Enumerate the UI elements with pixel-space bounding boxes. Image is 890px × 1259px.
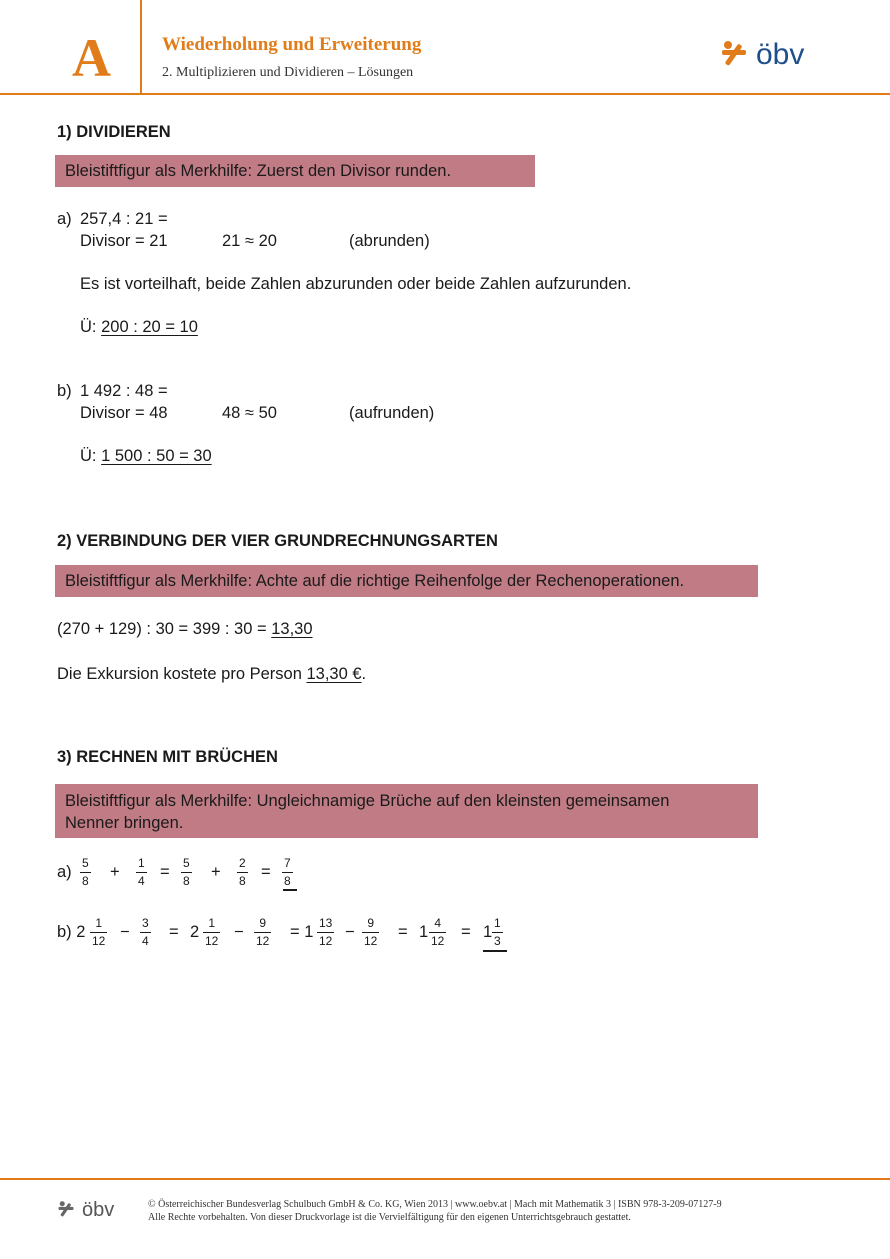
equals-operator: =: [398, 923, 408, 941]
numerator: 4: [434, 916, 442, 930]
chapter-letter: A: [72, 28, 111, 88]
copyright-line-2: Alle Rechte vorbehalten. Von dieser Druckvorlage ist die Vervielfältigung für den eigenen Unterrichtsgebrauch gestattet.: [148, 1212, 631, 1223]
copyright-line-1: © Österreichischer Bundesverlag Schulbuch GmbH & Co. KG, Wien 2013 | www.oebv.at | Mach mit Mathematik 3 | ISBN 978-3-209-07127-9: [148, 1199, 722, 1210]
numerator: 7: [284, 856, 291, 870]
check-prefix: Ü:: [80, 318, 97, 336]
footer-logo: [56, 1199, 114, 1221]
denominator: 4: [142, 934, 149, 948]
task-a-rounding: (abrunden): [349, 232, 430, 250]
task-a-divisor: Divisor = 21: [80, 232, 168, 250]
denominator: 12: [431, 934, 445, 948]
fraction: [136, 857, 147, 888]
minus-operator: −: [120, 923, 130, 941]
hint-line-1: Bleistiftfigur als Merkhilfe: Ungleichnamige Brüche auf den kleinsten gemeinsamen: [65, 792, 670, 810]
answer-value: 13,30 €: [306, 665, 362, 683]
denominator: 8: [82, 874, 89, 888]
task-3a-label: a): [57, 863, 72, 881]
numerator: 1: [494, 916, 501, 930]
denominator: 12: [256, 934, 270, 948]
task-b-check: [80, 445, 212, 467]
equals-operator: =: [160, 863, 170, 881]
footer-rule: [0, 1178, 890, 1180]
plus-operator: +: [110, 863, 120, 881]
section-3-hint: [55, 784, 758, 838]
denominator: 12: [92, 934, 106, 948]
section-2-answer: [57, 663, 366, 685]
denominator: 12: [205, 934, 219, 948]
publisher-logo: [718, 38, 804, 72]
numerator: 1: [138, 856, 145, 870]
fraction-result: [282, 857, 293, 888]
task-b-approx: 48 ≈ 50: [222, 404, 277, 422]
numerator: 13: [319, 916, 333, 930]
denominator: 3: [494, 934, 501, 948]
numerator: 3: [142, 916, 149, 930]
denominator: 4: [138, 874, 145, 888]
numerator: 9: [367, 916, 375, 930]
section-1-heading: 1) DIVIDIEREN: [57, 123, 171, 141]
fraction: [237, 857, 248, 888]
hint-line-2: Nenner bringen.: [65, 814, 184, 832]
fraction: [203, 917, 220, 948]
whole-number: 1: [419, 923, 429, 941]
section-2-calculation: [57, 618, 313, 640]
page-subtitle: 2. Multiplizieren und Dividieren – Lösungen: [162, 65, 414, 80]
task-b-label: b): [57, 382, 72, 400]
footer-logo-text: öbv: [82, 1199, 115, 1221]
fraction: [80, 857, 91, 888]
equals-operator: =: [461, 923, 471, 941]
task-a-expression: 257,4 : 21 =: [80, 210, 168, 228]
fraction-result: [492, 917, 503, 948]
task-a-check-result: 200 : 20 = 10: [101, 318, 198, 336]
task-a-approx: 21 ≈ 20: [222, 232, 277, 250]
denominator: 8: [284, 874, 291, 888]
fraction: [317, 917, 334, 948]
task-3b-label: b) 2: [57, 923, 86, 941]
numerator: 9: [259, 916, 267, 930]
result-underline: [483, 950, 507, 952]
minus-operator: −: [234, 923, 244, 941]
task-a-label: a): [57, 210, 72, 228]
task-b-check-result: 1 500 : 50 = 30: [101, 447, 212, 465]
equals-operator: = 1: [290, 923, 314, 941]
fraction: [429, 917, 446, 948]
denominator: 12: [364, 934, 378, 948]
numerator: 5: [183, 856, 190, 870]
task-b-rounding: (aufrunden): [349, 404, 435, 422]
fraction: [181, 857, 192, 888]
whole-number: 2: [190, 923, 200, 941]
oebv-star-icon: [718, 39, 750, 71]
numerator: 5: [82, 856, 89, 870]
section-3-heading: 3) RECHNEN MIT BRÜCHEN: [57, 748, 278, 766]
numerator: 1: [208, 916, 216, 930]
denominator: 8: [239, 874, 246, 888]
section-2-hint: Bleistiftfigur als Merkhilfe: Achte auf die richtige Reihenfolge der Rechenoperationen.: [55, 565, 758, 597]
denominator: 12: [319, 934, 333, 948]
denominator: 8: [183, 874, 190, 888]
minus-operator: −: [345, 923, 355, 941]
numerator: 2: [239, 856, 246, 870]
result-underline: [283, 889, 297, 891]
header-divider: [140, 0, 142, 94]
task-b-divisor: Divisor = 48: [80, 404, 168, 422]
plus-operator: +: [211, 863, 221, 881]
answer-period: .: [361, 665, 367, 683]
fraction: [140, 917, 151, 948]
check-prefix: Ü:: [80, 447, 97, 465]
fraction: [362, 917, 379, 948]
task-b-expression: 1 492 : 48 =: [80, 382, 168, 400]
whole-number: 1: [483, 923, 493, 941]
numerator: 1: [95, 916, 103, 930]
logo-text: öbv: [756, 38, 805, 71]
task-a-check: [80, 316, 198, 338]
equals-operator: =: [169, 923, 179, 941]
section-2-heading: 2) VERBINDUNG DER VIER GRUNDRECHNUNGSARTEN: [57, 532, 498, 550]
page-title: Wiederholung und Erweiterung: [162, 34, 422, 55]
answer-text: Die Exkursion kostete pro Person: [57, 665, 302, 683]
equals-operator: =: [261, 863, 271, 881]
fraction: [254, 917, 271, 948]
fraction: [90, 917, 107, 948]
calc-result: 13,30: [271, 620, 313, 638]
oebv-star-icon: [56, 1200, 76, 1220]
task-a-note: Es ist vorteilhaft, beide Zahlen abzurunden oder beide Zahlen aufzurunden.: [80, 275, 632, 293]
calc-expression: (270 + 129) : 30 = 399 : 30 =: [57, 620, 267, 638]
copyright-notice: [148, 1198, 722, 1224]
section-1-hint: Bleistiftfigur als Merkhilfe: Zuerst den Divisor runden.: [55, 155, 535, 187]
header-rule: [0, 93, 890, 95]
